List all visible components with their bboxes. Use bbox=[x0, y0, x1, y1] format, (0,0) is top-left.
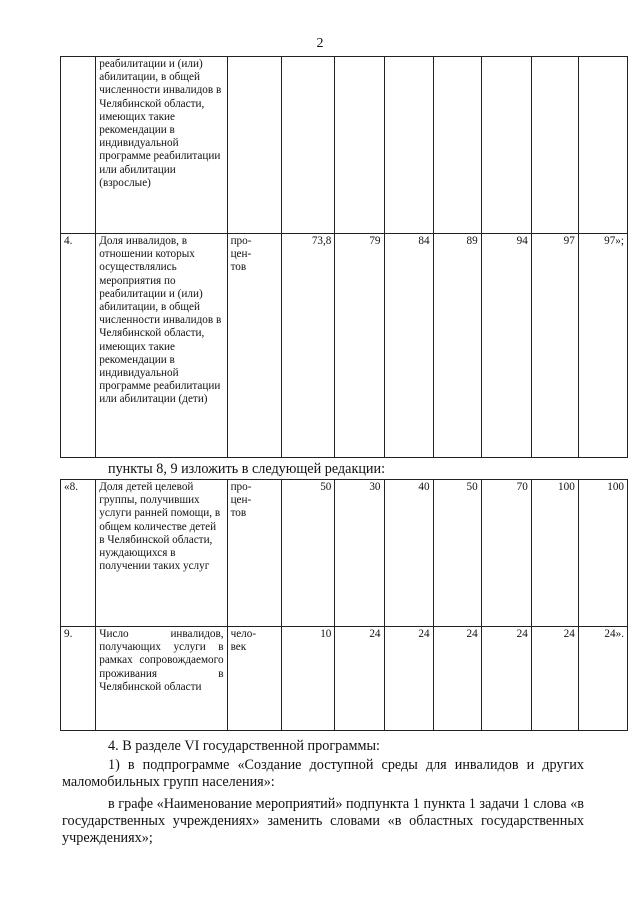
value-cell: 94 bbox=[481, 234, 531, 458]
value-cell: 10 bbox=[282, 627, 335, 731]
table-row bbox=[61, 57, 628, 234]
row-number bbox=[61, 57, 96, 234]
value-cell: 79 bbox=[335, 234, 384, 458]
unit-cell: чело- век bbox=[227, 627, 281, 731]
value-cell: 50 bbox=[433, 480, 481, 627]
value-cell: 24 bbox=[335, 627, 384, 731]
row-number: 4. bbox=[61, 234, 96, 458]
unit-cell bbox=[227, 57, 281, 234]
subprogram-paragraph: 1) в подпрограмме «Создание доступной среды для инвалидов и других маломобильных групп населения»: bbox=[62, 757, 584, 790]
value-cell: 24 bbox=[531, 627, 578, 731]
value-cell bbox=[481, 57, 531, 234]
row-number: 9. bbox=[61, 627, 96, 731]
value-cell: 24 bbox=[481, 627, 531, 731]
value-cell: 50 bbox=[282, 480, 335, 627]
value-cell bbox=[578, 57, 627, 234]
value-cell: 84 bbox=[384, 234, 433, 458]
indicator-name: Доля детей целевой группы, получивших услуги ранней помощи, в общем количестве детей в Челябинской области, нуждающихся в получении таких услуг bbox=[96, 480, 227, 627]
value-cell: 24». bbox=[578, 627, 627, 731]
value-cell bbox=[531, 57, 578, 234]
value-cell: 24 bbox=[433, 627, 481, 731]
value-cell: 97 bbox=[531, 234, 578, 458]
value-cell: 40 bbox=[384, 480, 433, 627]
value-cell bbox=[335, 57, 384, 234]
table-row bbox=[61, 480, 628, 627]
indicator-name: Доля инвалидов, в отношении которых осуществлялись мероприятия по реабилитации и (или) абилитации, в общей численности инвалидов в Челябинской области, имеющих такие рекомендации в индивидуальной программе реабилитации или абилитации (дети) bbox=[96, 234, 227, 458]
value-cell bbox=[282, 57, 335, 234]
value-cell: 70 bbox=[481, 480, 531, 627]
value-cell bbox=[384, 57, 433, 234]
value-cell: 89 bbox=[433, 234, 481, 458]
indicator-name: Число инвалидов, получающих услуги в рамках сопровождаемого проживания в Челябинской области bbox=[96, 627, 227, 731]
replacement-paragraph: в графе «Наименование мероприятий» подпункта 1 пункта 1 задачи 1 слова «в государственных учреждениях» заменить словами «в областных государственных учреждениях»; bbox=[62, 796, 584, 846]
unit-cell: про- цен- тов bbox=[227, 480, 281, 627]
amendment-intro-text: пункты 8, 9 изложить в следующей редакции: bbox=[108, 461, 386, 477]
value-cell: 100 bbox=[531, 480, 578, 627]
value-cell: 97»; bbox=[578, 234, 627, 458]
value-cell: 100 bbox=[578, 480, 627, 627]
indicator-name: реабилитации и (или) абилитации, в общей численности инвалидов в Челябинской области, имеющих такие рекомендации в индивидуальной программе реабилитации или абилитации (взрослые) bbox=[96, 57, 227, 234]
indicators-table-new bbox=[60, 479, 628, 731]
value-cell: 73,8 bbox=[282, 234, 335, 458]
section-heading-paragraph: 4. В разделе VI государственной программы: bbox=[108, 738, 380, 754]
value-cell: 30 bbox=[335, 480, 384, 627]
table-row bbox=[61, 627, 628, 731]
value-cell bbox=[433, 57, 481, 234]
table-row bbox=[61, 234, 628, 458]
unit-cell: про- цен- тов bbox=[227, 234, 281, 458]
row-number: «8. bbox=[61, 480, 96, 627]
indicators-table-continued bbox=[60, 56, 628, 458]
page-number: 2 bbox=[316, 36, 324, 51]
value-cell: 24 bbox=[384, 627, 433, 731]
